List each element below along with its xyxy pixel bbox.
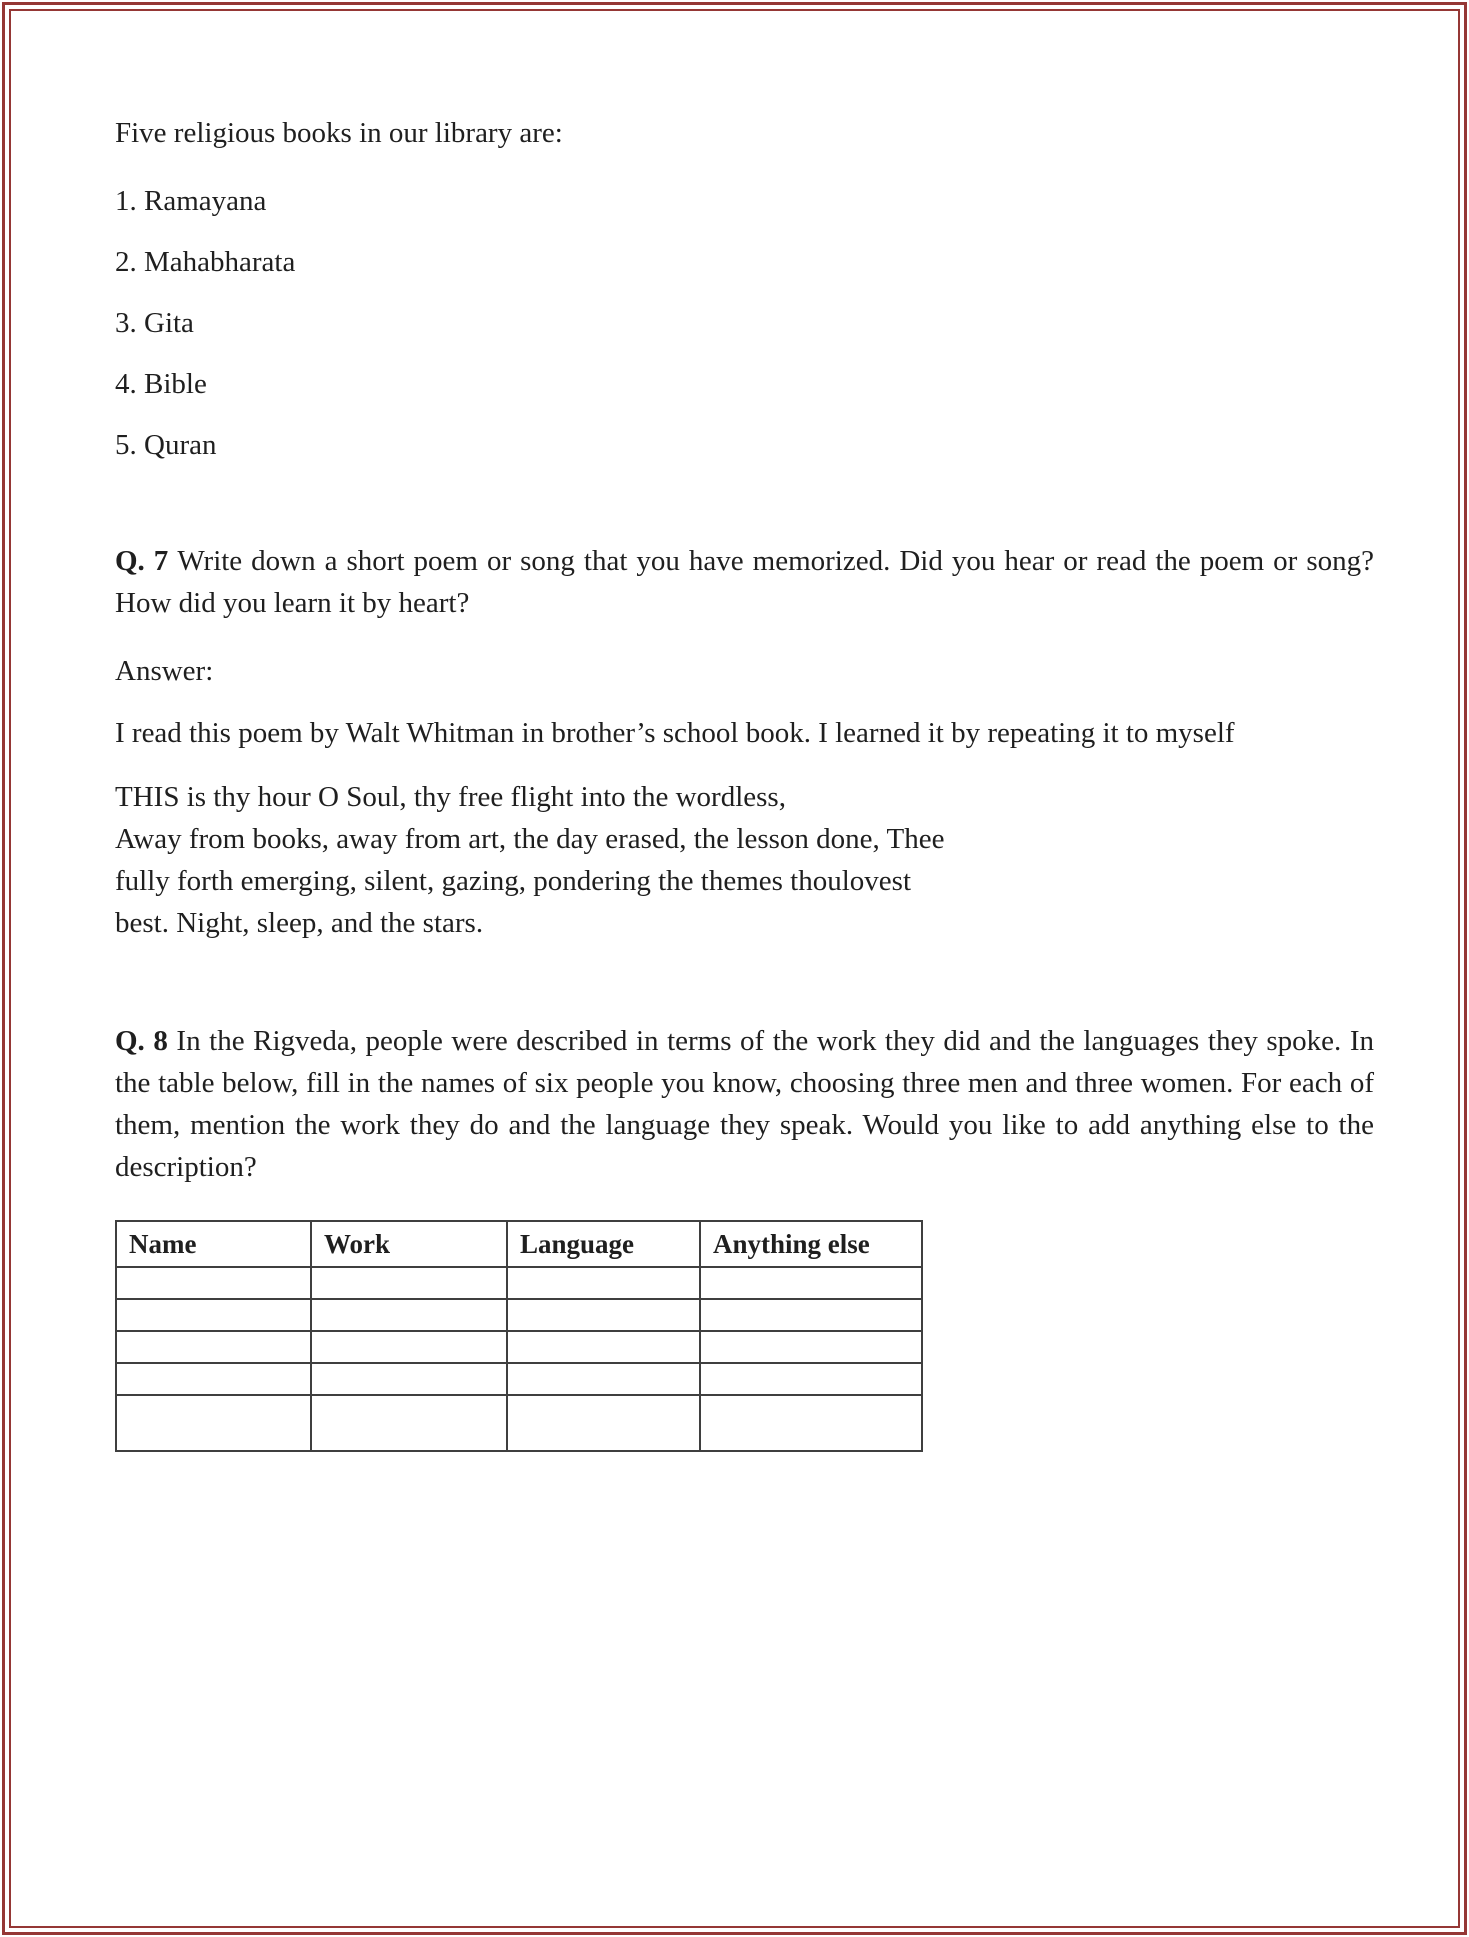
table-cell <box>116 1363 311 1395</box>
table-cell <box>311 1331 507 1363</box>
table-cell <box>311 1299 507 1331</box>
question-7-label: Q. 7 <box>115 545 178 577</box>
list-item: 4. Bible <box>115 368 207 400</box>
table-cell <box>116 1395 311 1451</box>
table-cell <box>507 1395 700 1451</box>
table-row <box>116 1395 922 1451</box>
books-intro-text: Five religious books in our library are: <box>115 117 563 149</box>
answer-intro-text: I read this poem by Walt Whitman in brother’s school book. I learned it by repeating it to myself <box>115 717 1235 749</box>
poem-block <box>115 776 1374 944</box>
list-item: 2. Mahabharata <box>115 246 296 278</box>
table-header-language: Language <box>507 1221 700 1267</box>
question-7-text: Write down a short poem or song that you have memorized. Did you hear or read the poem or song? How did you learn it by heart? <box>115 545 1375 619</box>
poem-line: best. Night, sleep, and the stars. <box>115 907 484 939</box>
table-cell <box>507 1299 700 1331</box>
table-cell <box>700 1267 922 1299</box>
answer-label: Answer: <box>115 655 214 687</box>
question-8-label: Q. 8 <box>115 1025 177 1057</box>
table-cell <box>116 1299 311 1331</box>
poem-line: Away from books, away from art, the day erased, the lesson done, Thee <box>115 823 945 855</box>
table-cell <box>311 1395 507 1451</box>
table-cell <box>507 1331 700 1363</box>
list-item: 3. Gita <box>115 307 194 339</box>
table-header-anything-else: Anything else <box>700 1221 922 1267</box>
table-row <box>116 1331 922 1363</box>
question-8-text: In the Rigveda, people were described in terms of the work they did and the languages they spoke. In the table below, fill in the names of six people you know, choosing three men and three women. For each of them, mention the work they do and the language they speak. Would you like to add anything else to the description? <box>115 1025 1374 1183</box>
table-header-name: Name <box>116 1221 311 1267</box>
table-cell <box>507 1267 700 1299</box>
page-content <box>115 112 1374 1452</box>
question-8 <box>115 1020 1374 1188</box>
table-cell <box>311 1363 507 1395</box>
table-header-row <box>116 1221 922 1267</box>
table-cell <box>116 1331 311 1363</box>
table-cell <box>116 1267 311 1299</box>
people-table <box>115 1220 923 1452</box>
table-cell <box>507 1363 700 1395</box>
table-row <box>116 1363 922 1395</box>
list-item: 5. Quran <box>115 429 217 461</box>
table-cell <box>700 1331 922 1363</box>
table-header-work: Work <box>311 1221 507 1267</box>
table-cell <box>700 1363 922 1395</box>
poem-line: fully forth emerging, silent, gazing, pondering the themes thoulovest <box>115 865 911 897</box>
table-cell <box>311 1267 507 1299</box>
poem-line: THIS is thy hour O Soul, thy free flight into the wordless, <box>115 781 786 813</box>
table-row <box>116 1299 922 1331</box>
table-cell <box>700 1395 922 1451</box>
list-item: 1. Ramayana <box>115 185 267 217</box>
question-7 <box>115 540 1374 624</box>
table-row <box>116 1267 922 1299</box>
religious-books-list <box>115 180 1374 466</box>
table-cell <box>700 1299 922 1331</box>
